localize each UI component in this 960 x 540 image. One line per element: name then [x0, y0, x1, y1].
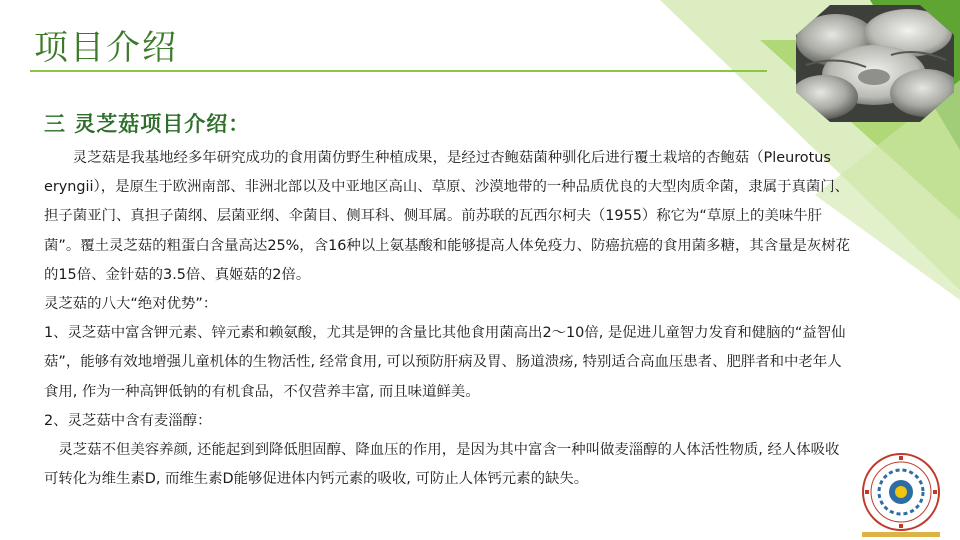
title-underline — [30, 70, 767, 72]
slide-title: 项目介绍 — [34, 28, 178, 68]
body-text — [44, 144, 852, 494]
advantage-2-heading: 2、灵芝菇中含有麦淄醇： — [44, 412, 212, 429]
advantage-2-paragraph: 灵芝菇不但美容养颜, 还能起到到降低胆固醇、降血压的作用，是因为其中富含一种叫做麦淄醇的人体活性物质, 经人体吸收可转化为维生素D, 而维生素D能够促进体内钙元素的吸收, 可防止人体钙元素的缺失。 — [44, 442, 840, 488]
advantages-heading: 灵芝菇的八大“绝对优势”： — [44, 296, 218, 313]
mushroom-cluster-photo — [796, 5, 954, 122]
intro-paragraph: 灵芝菇是我基地经多年研究成功的食用菌仿野生种植成果，是经过杏鲍菇菌种驯化后进行覆土栽培的杏鲍菇（Pleurotus eryngii），是原生于欧洲南部、非洲北部以及中亚地区高山、草原、沙漠地带的一种品质优良的大型肉质伞菌，隶属于真菌门、担子菌亚门、真担子菌纲、层菌亚纲、伞菌目、侧耳科、侧耳属。前苏联的瓦西尔柯夫（1955）称它为“草原上的美味牛肝菌”。覆土灵芝菇的粗蛋白含量高达25%，含16种以上氨基酸和能够提高人体免疫力、防癌抗癌的食用菌多糖，其含量是灰树花的15倍、金针菇的3.5倍、真姬菇的2倍。 — [44, 150, 851, 283]
section-heading: 三 灵芝菇项目介绍： — [44, 111, 251, 136]
association-seal-logo — [856, 450, 946, 540]
advantage-1-paragraph: 1、灵芝菇中富含钾元素、锌元素和赖氨酸，尤其是钾的含量比其他食用菌高出2～10倍, 是促进儿童智力发育和健脑的“益智仙菇”，能够有效地增强儿童机体的生物活性, 经常食用, 可以预防肝病及胃、肠道溃疡, 特别适合高血压患者、肥胖者和中老年人食用, 作为一种高钾低钠的有机食品，不仅营养丰富, 而且味道鲜美。 — [44, 325, 846, 400]
